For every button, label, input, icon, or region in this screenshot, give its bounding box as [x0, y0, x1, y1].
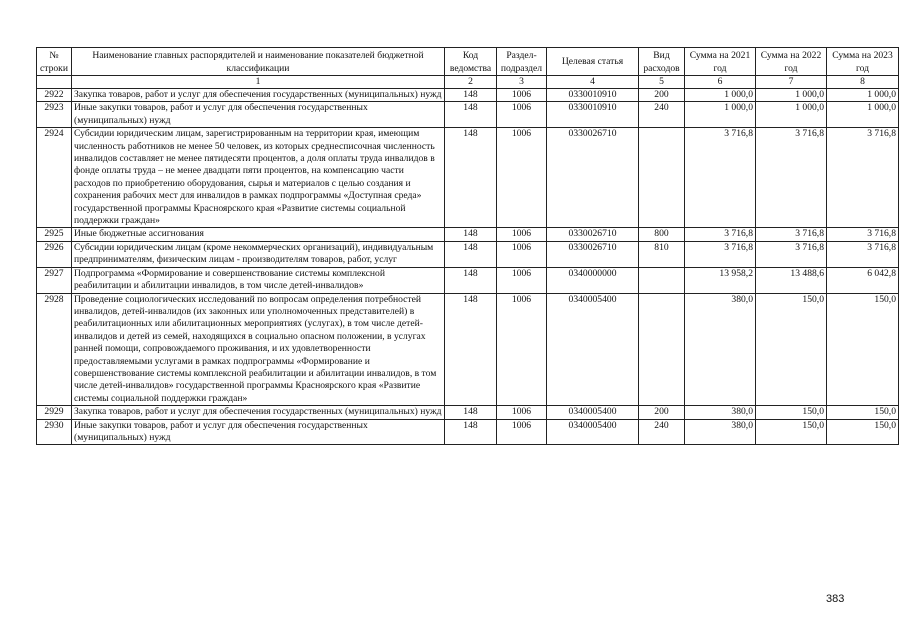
sum-2022-cell: 150,0 — [756, 419, 827, 445]
name-cell: Иные закупки товаров, работ и услуг для обеспечения государственных (муниципальных) нужд — [72, 419, 445, 445]
department-code-cell: 148 — [445, 102, 497, 128]
header-department-code: Код ведомства — [445, 48, 497, 76]
expense-type-cell: 240 — [639, 419, 685, 445]
target-article-cell: 0330010910 — [547, 102, 639, 128]
sum-2022-cell: 3 716,8 — [756, 228, 827, 241]
column-number: 3 — [497, 76, 547, 89]
section-cell: 1006 — [497, 241, 547, 267]
expense-type-cell: 240 — [639, 102, 685, 128]
row-number-cell: 2930 — [37, 419, 72, 445]
row-number-cell: 2929 — [37, 406, 72, 419]
department-code-cell: 148 — [445, 406, 497, 419]
column-numbers-row — [37, 76, 899, 89]
header-row — [37, 48, 899, 76]
expense-type-cell: 800 — [639, 228, 685, 241]
sum-2022-cell: 1 000,0 — [756, 89, 827, 102]
sum-2022-cell: 1 000,0 — [756, 102, 827, 128]
sum-2021-cell: 3 716,8 — [685, 128, 756, 228]
sum-2023-cell: 150,0 — [827, 406, 899, 419]
department-code-cell: 148 — [445, 267, 497, 293]
table-row — [37, 293, 899, 406]
table-row — [37, 419, 899, 445]
section-cell: 1006 — [497, 267, 547, 293]
sum-2023-cell: 3 716,8 — [827, 241, 899, 267]
sum-2023-cell: 150,0 — [827, 293, 899, 406]
column-number: 8 — [827, 76, 899, 89]
sum-2022-cell: 3 716,8 — [756, 241, 827, 267]
name-cell: Иные бюджетные ассигнования — [72, 228, 445, 241]
expense-type-cell — [639, 128, 685, 228]
header-sum-2022: Сумма на 2022 год — [756, 48, 827, 76]
table-row — [37, 128, 899, 228]
name-cell: Субсидии юридическим лицам (кроме некоммерческих организаций), индивидуальным предпринимателям, физическим лицам - производителям товаров, работ, услуг — [72, 241, 445, 267]
column-number: 7 — [756, 76, 827, 89]
name-cell: Закупка товаров, работ и услуг для обеспечения государственных (муниципальных) нужд — [72, 406, 445, 419]
section-cell: 1006 — [497, 128, 547, 228]
row-number-cell: 2928 — [37, 293, 72, 406]
section-cell: 1006 — [497, 293, 547, 406]
sum-2023-cell: 1 000,0 — [827, 102, 899, 128]
section-cell: 1006 — [497, 406, 547, 419]
table-row — [37, 102, 899, 128]
sum-2021-cell: 380,0 — [685, 419, 756, 445]
sum-2021-cell: 3 716,8 — [685, 228, 756, 241]
expense-type-cell: 200 — [639, 406, 685, 419]
target-article-cell: 0340000000 — [547, 267, 639, 293]
section-cell: 1006 — [497, 89, 547, 102]
row-number-cell: 2926 — [37, 241, 72, 267]
section-cell: 1006 — [497, 419, 547, 445]
row-number-cell: 2922 — [37, 89, 72, 102]
section-cell: 1006 — [497, 102, 547, 128]
expense-type-cell — [639, 293, 685, 406]
table-body — [37, 89, 899, 445]
department-code-cell: 148 — [445, 228, 497, 241]
sum-2022-cell: 3 716,8 — [756, 128, 827, 228]
sum-2023-cell: 3 716,8 — [827, 228, 899, 241]
sum-2023-cell: 3 716,8 — [827, 128, 899, 228]
budget-table — [36, 47, 899, 445]
sum-2021-cell: 13 958,2 — [685, 267, 756, 293]
expense-type-cell: 810 — [639, 241, 685, 267]
column-number: 5 — [639, 76, 685, 89]
table-header — [37, 48, 899, 89]
sum-2021-cell: 1 000,0 — [685, 89, 756, 102]
column-number: 6 — [685, 76, 756, 89]
sum-2021-cell: 380,0 — [685, 293, 756, 406]
department-code-cell: 148 — [445, 293, 497, 406]
sum-2023-cell: 6 042,8 — [827, 267, 899, 293]
sum-2023-cell: 150,0 — [827, 419, 899, 445]
section-cell: 1006 — [497, 228, 547, 241]
row-number-cell: 2927 — [37, 267, 72, 293]
table-row — [37, 406, 899, 419]
target-article-cell: 0330010910 — [547, 89, 639, 102]
header-section: Раздел-подраздел — [497, 48, 547, 76]
header-row-number: № строки — [37, 48, 72, 76]
header-sum-2021: Сумма на 2021 год — [685, 48, 756, 76]
row-number-cell: 2924 — [37, 128, 72, 228]
page-number: 383 — [826, 593, 845, 605]
department-code-cell: 148 — [445, 241, 497, 267]
table-row — [37, 89, 899, 102]
row-number-cell: 2925 — [37, 228, 72, 241]
header-expense-type: Вид расходов — [639, 48, 685, 76]
row-number-cell: 2923 — [37, 102, 72, 128]
table-row — [37, 267, 899, 293]
column-number — [37, 76, 72, 89]
department-code-cell: 148 — [445, 89, 497, 102]
column-number: 4 — [547, 76, 639, 89]
name-cell: Субсидии юридическим лицам, зарегистрированным на территории края, имеющим численность работников не менее 50 человек, из которых среднесписочная численность инвалидов составляет не менее пятидесяти процентов, а доля оплаты труда инвалидов в фонде оплаты труда – не менее двадцати пяти процентов, на компенсацию части расходов по приобретению оборудования, сырья и материалов с целью создания и сохранения рабочих мест для инвалидов в рамках подпрограммы «Доступная среда» государственной программы Красноярского края «Развитие системы социальной поддержки граждан» — [72, 128, 445, 228]
name-cell: Проведение социологических исследований по вопросам определения потребностей инвалидов, детей-инвалидов (их законных или уполномоченных представителей) в реабилитационных или абилитационных мероприятиях (услугах), в том числе детей-инвалидов и детей из семей, находящихся в социально опасном положении, в услугах ранней помощи, сопровождаемого проживания, и их удовлетворенности предоставляемыми услугами в рамках подпрограммы «Формирование и совершенствование системы комплексной реабилитации и абилитации инвалидов, в том числе детей-инвалидов» государственной программы Красноярского края «Развитие системы социальной поддержки граждан» — [72, 293, 445, 406]
department-code-cell: 148 — [445, 419, 497, 445]
header-target-article: Целевая статья — [547, 48, 639, 76]
target-article-cell: 0330026710 — [547, 128, 639, 228]
sum-2023-cell: 1 000,0 — [827, 89, 899, 102]
target-article-cell: 0340005400 — [547, 406, 639, 419]
expense-type-cell: 200 — [639, 89, 685, 102]
sum-2021-cell: 1 000,0 — [685, 102, 756, 128]
department-code-cell: 148 — [445, 128, 497, 228]
target-article-cell: 0330026710 — [547, 228, 639, 241]
table-row — [37, 228, 899, 241]
header-name: Наименование главных распорядителей и наименование показателей бюджетной классификации — [72, 48, 445, 76]
target-article-cell: 0340005400 — [547, 293, 639, 406]
name-cell: Иные закупки товаров, работ и услуг для обеспечения государственных (муниципальных) нужд — [72, 102, 445, 128]
sum-2022-cell: 150,0 — [756, 406, 827, 419]
name-cell: Подпрограмма «Формирование и совершенствование системы комплексной реабилитации и абилитации инвалидов, в том числе детей-инвалидов» — [72, 267, 445, 293]
sum-2021-cell: 3 716,8 — [685, 241, 756, 267]
header-sum-2023: Сумма на 2023 год — [827, 48, 899, 76]
sum-2022-cell: 13 488,6 — [756, 267, 827, 293]
sum-2021-cell: 380,0 — [685, 406, 756, 419]
table-row — [37, 241, 899, 267]
column-number: 2 — [445, 76, 497, 89]
name-cell: Закупка товаров, работ и услуг для обеспечения государственных (муниципальных) нужд — [72, 89, 445, 102]
target-article-cell: 0330026710 — [547, 241, 639, 267]
sum-2022-cell: 150,0 — [756, 293, 827, 406]
target-article-cell: 0340005400 — [547, 419, 639, 445]
expense-type-cell — [639, 267, 685, 293]
column-number: 1 — [72, 76, 445, 89]
